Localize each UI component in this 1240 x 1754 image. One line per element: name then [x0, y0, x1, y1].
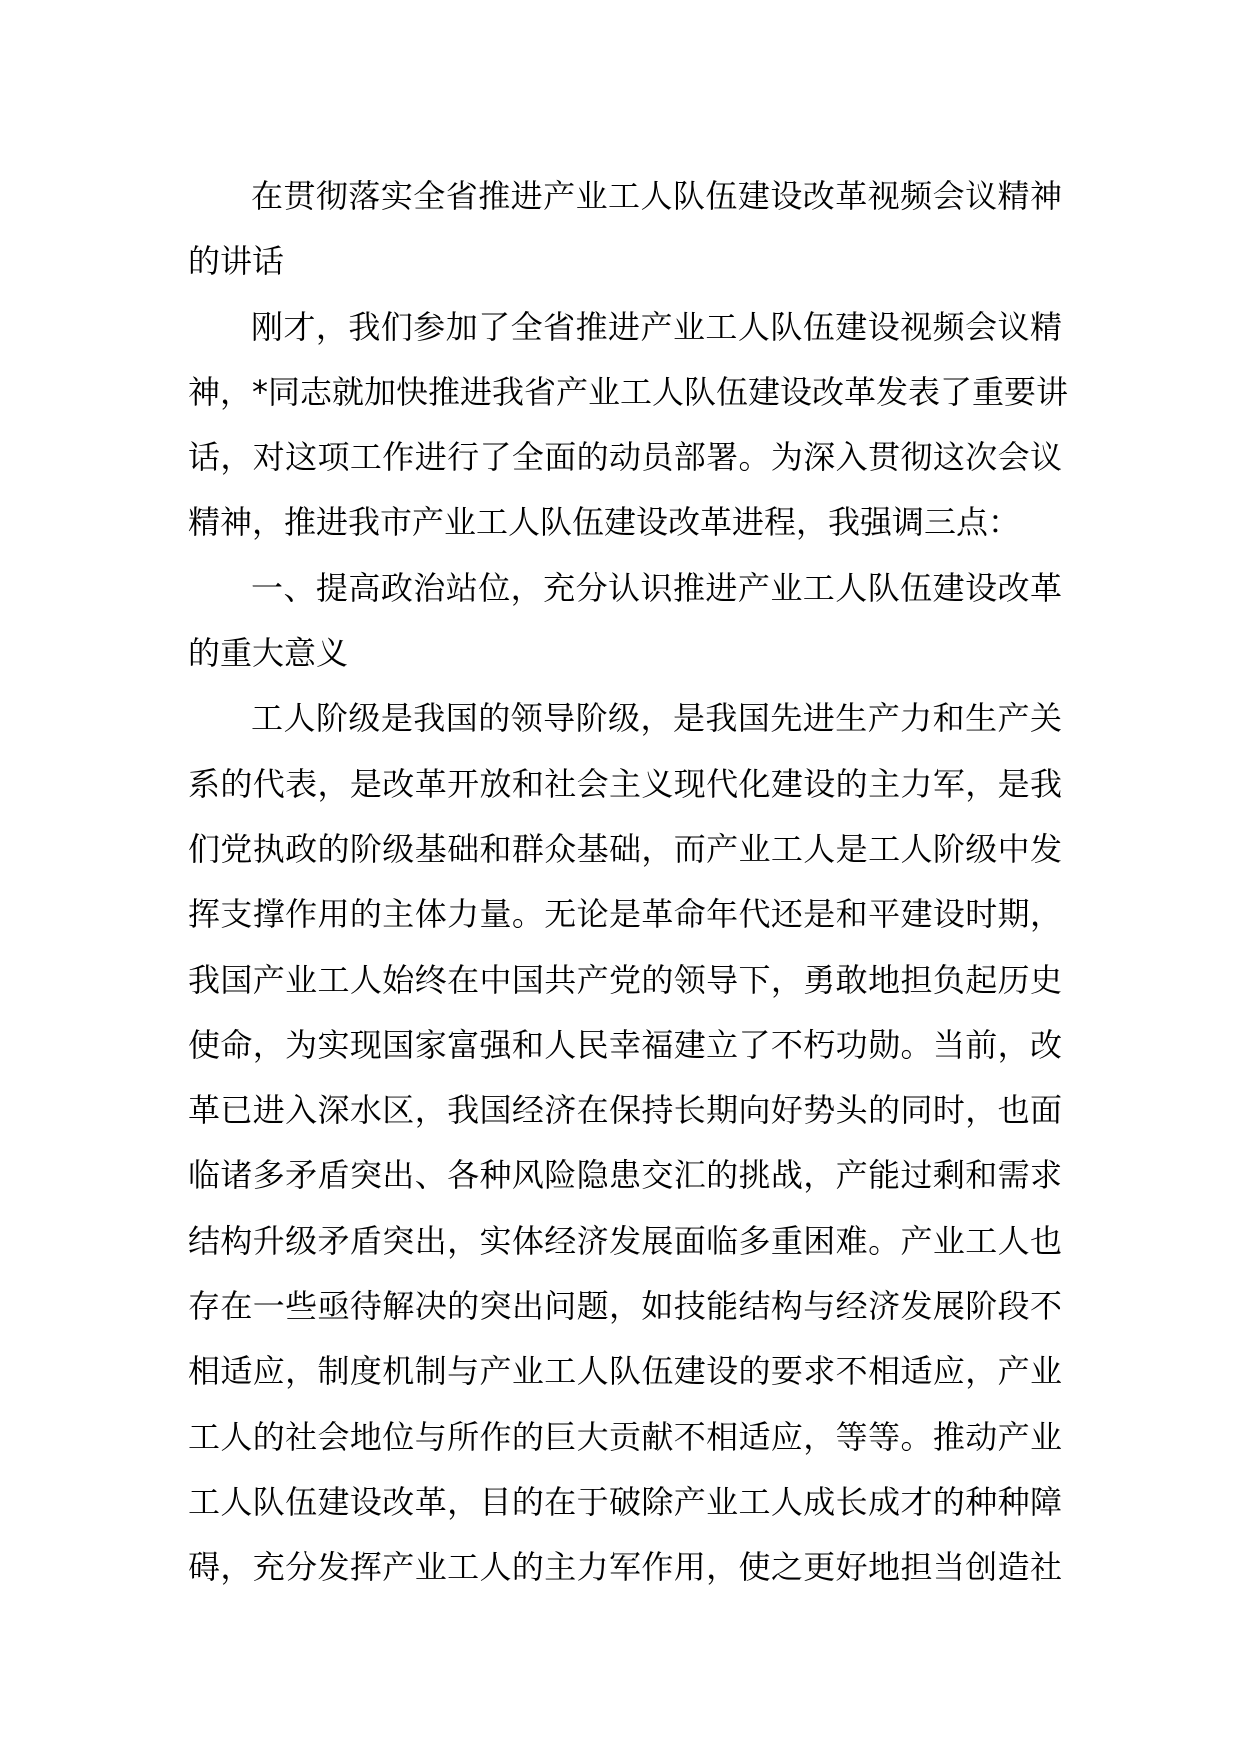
text-line: 我国产业工人始终在中国共产党的领导下，勇敢地担负起历史 [188, 960, 1062, 999]
text-line: 的讲话 [188, 242, 285, 281]
text-line: 临诸多矛盾突出、各种风险隐患交汇的挑战，产能过剩和需求 [188, 1156, 1062, 1195]
text-line: 工人阶级是我国的领导阶级，是我国先进生产力和生产关 [251, 699, 1062, 738]
text-line: 系的代表，是改革开放和社会主义现代化建设的主力军，是我 [188, 764, 1062, 803]
text-line: 神，*同志就加快推进我省产业工人队伍建设改革发表了重要讲 [188, 372, 1069, 411]
text-line: 的重大意义 [188, 634, 349, 673]
text-line: 碍，充分发挥产业工人的主力军作用，使之更好地担当创造社 [188, 1548, 1062, 1587]
text-line: 结构升级矛盾突出，实体经济发展面临多重困难。产业工人也 [188, 1221, 1062, 1260]
intro-paragraph [188, 295, 1069, 556]
document-title [188, 164, 1062, 295]
text-line: 革已进入深水区，我国经济在保持长期向好势头的同时，也面 [188, 1091, 1062, 1130]
text-line: 一、提高政治站位，充分认识推进产业工人队伍建设改革 [251, 568, 1062, 607]
document-body [188, 164, 1069, 1601]
text-line: 相适应，制度机制与产业工人队伍建设的要求不相适应，产业 [188, 1352, 1062, 1391]
text-line: 工人的社会地位与所作的巨大贡献不相适应，等等。推动产业 [188, 1417, 1062, 1456]
text-line: 在贯彻落实全省推进产业工人队伍建设改革视频会议精神 [251, 177, 1062, 215]
text-line: 精神，推进我市产业工人队伍建设改革进程，我强调三点： [188, 503, 1021, 542]
section-heading-1 [188, 556, 1062, 687]
text-line: 工人队伍建设改革，目的在于破除产业工人成长成才的种种障 [188, 1482, 1062, 1521]
text-line: 存在一些亟待解决的突出问题，如技能结构与经济发展阶段不 [188, 1287, 1062, 1326]
text-line: 话，对这项工作进行了全面的动员部署。为深入贯彻这次会议 [188, 438, 1062, 477]
text-line: 挥支撑作用的主体力量。无论是革命年代还是和平建设时期， [188, 895, 1062, 934]
text-line: 刚才，我们参加了全省推进产业工人队伍建设视频会议精 [251, 307, 1062, 346]
text-line: 们党执政的阶级基础和群众基础，而产业工人是工人阶级中发 [188, 829, 1062, 868]
text-line: 使命，为实现国家富强和人民幸福建立了不朽功勋。当前，改 [188, 1025, 1062, 1064]
body-paragraph [188, 686, 1062, 1600]
